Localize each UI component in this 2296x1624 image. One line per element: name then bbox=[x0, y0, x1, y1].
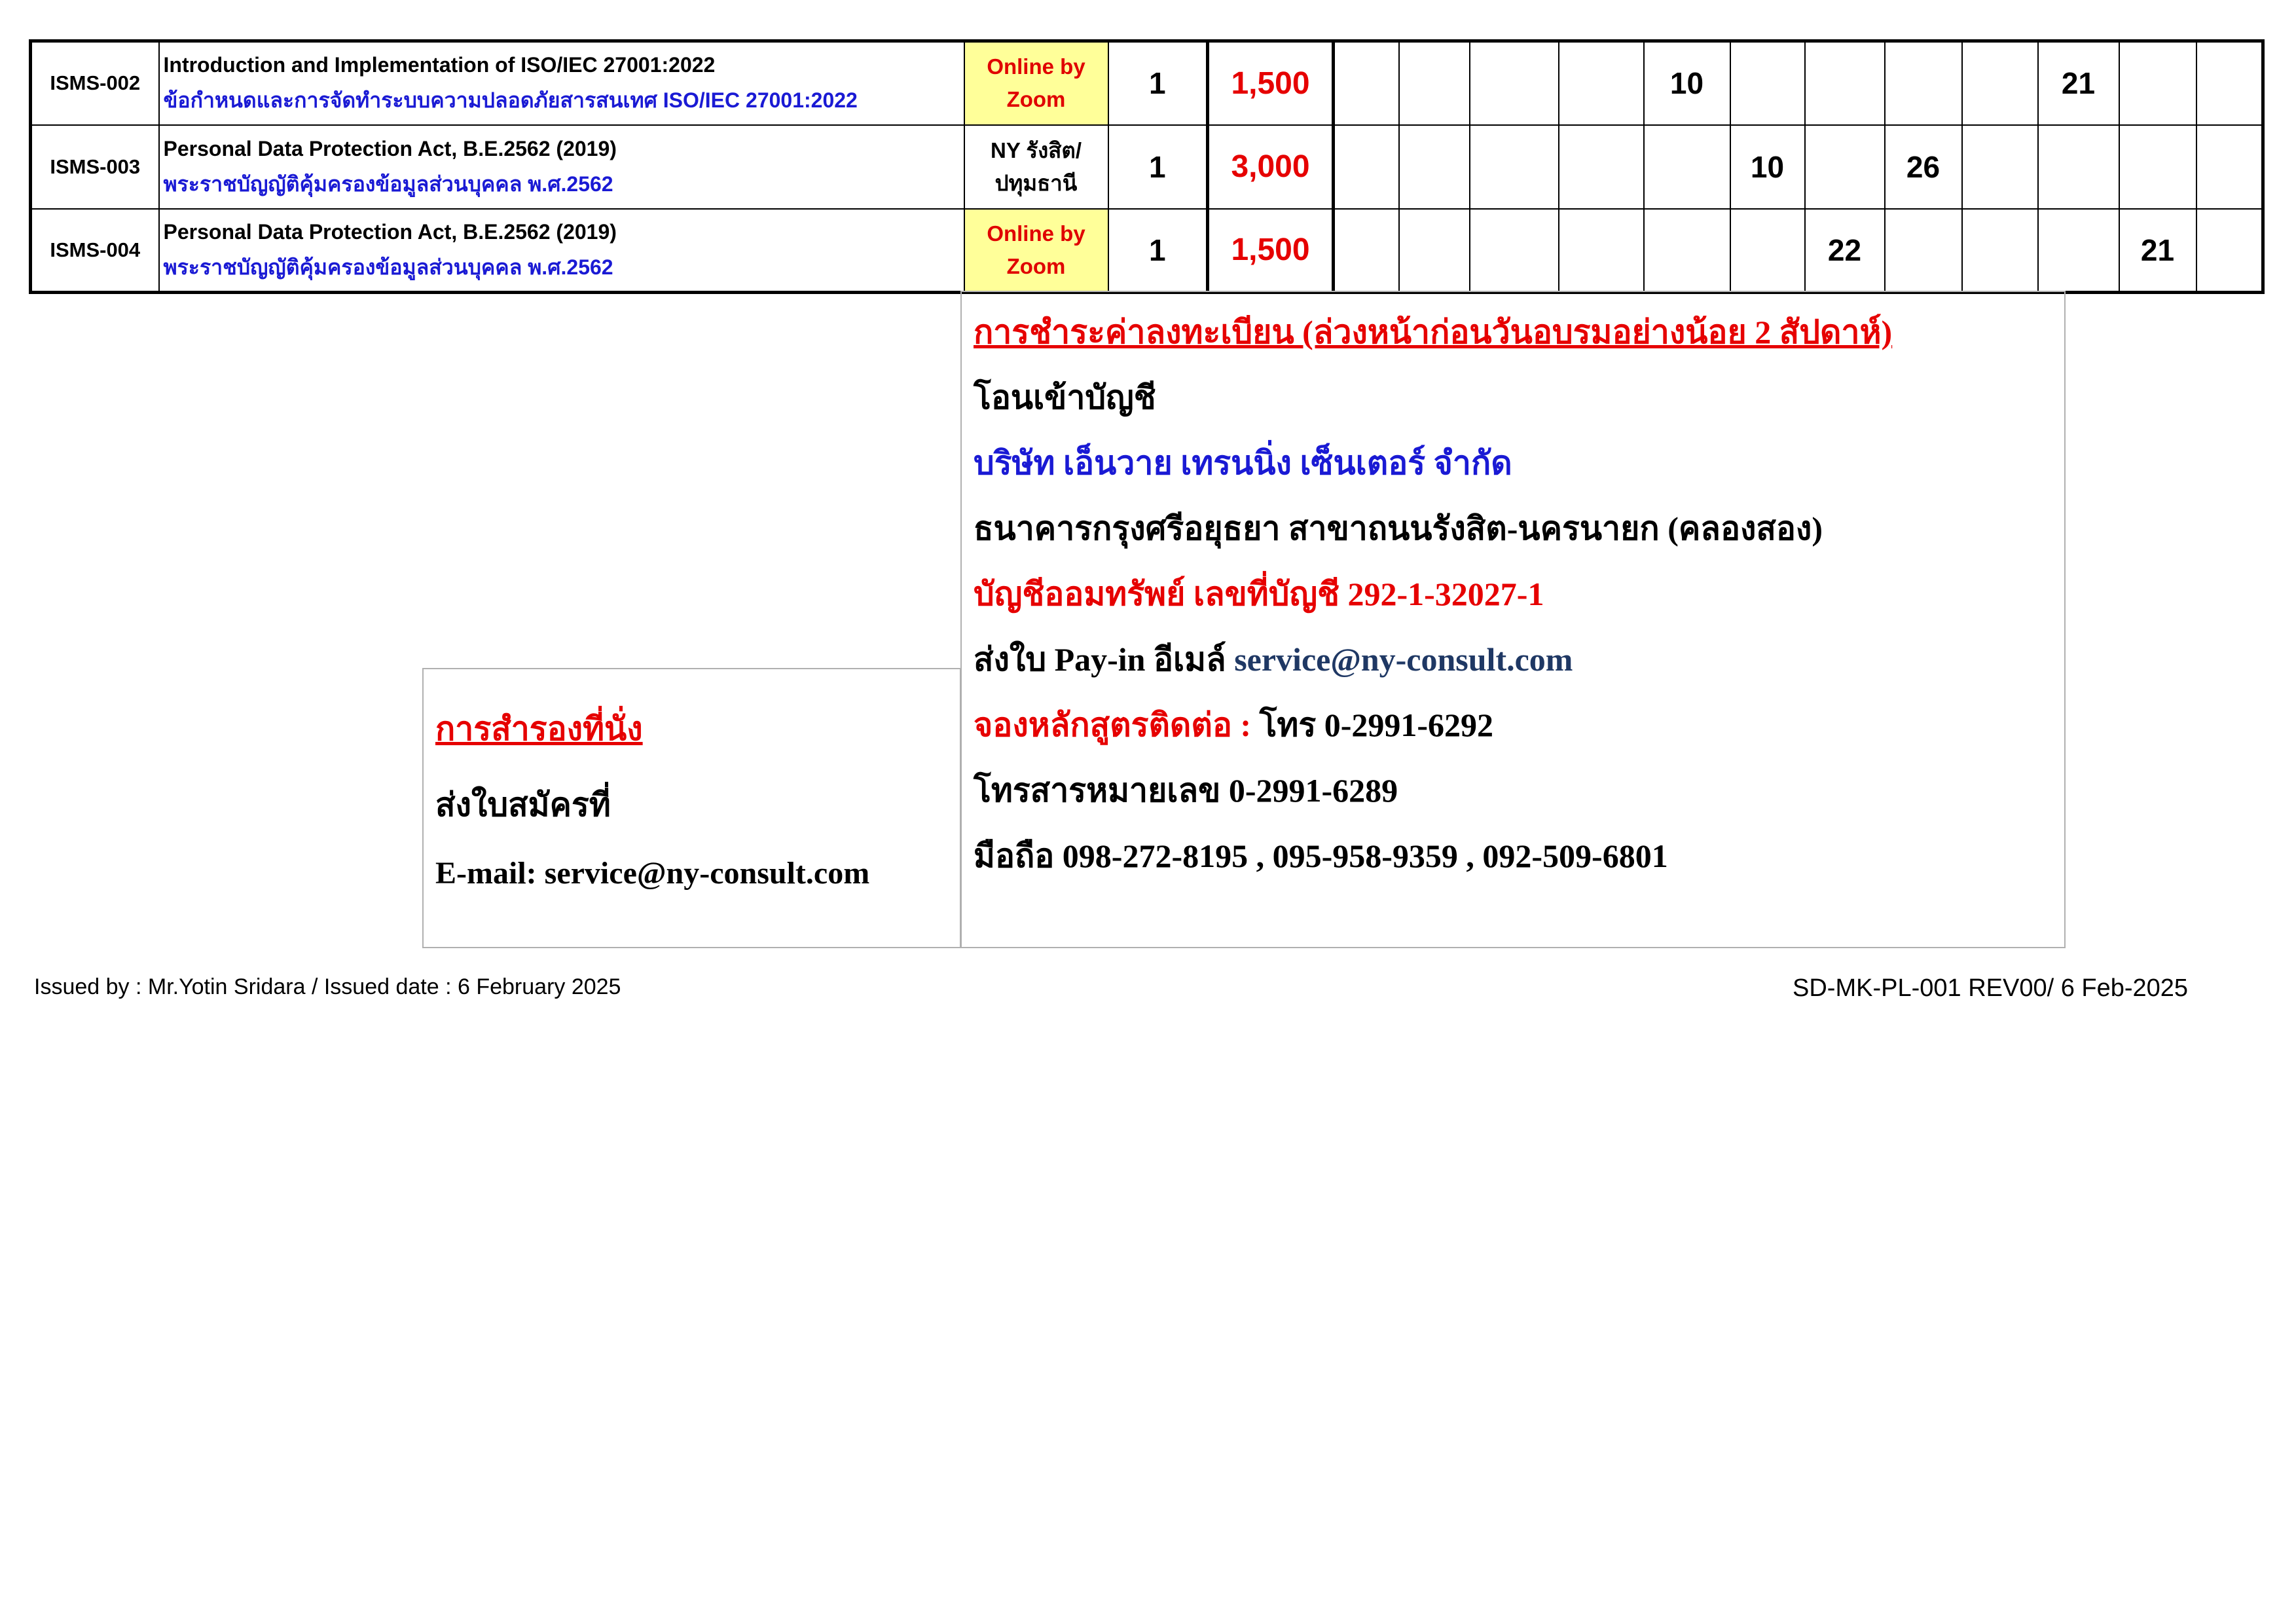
month-date-cell bbox=[1559, 125, 1644, 209]
booking-label: จองหลักสูตรติดต่อ : bbox=[974, 707, 1260, 743]
month-date-cell bbox=[1334, 41, 1399, 125]
month-date-cell bbox=[1730, 41, 1805, 125]
table-row bbox=[31, 125, 2263, 209]
month-date-cell bbox=[2119, 41, 2196, 125]
month-date-cell: 22 bbox=[1805, 209, 1885, 293]
course-venue bbox=[964, 41, 1108, 125]
payin-label: ส่งใบ Pay-in อีเมล์ bbox=[974, 641, 1235, 678]
fax-number: โทรสารหมายเลข 0-2991-6289 bbox=[974, 772, 1398, 809]
course-code: ISMS-002 bbox=[31, 41, 159, 125]
course-price: 3,000 bbox=[1208, 125, 1334, 209]
table-row bbox=[31, 209, 2263, 293]
table-row bbox=[31, 41, 2263, 125]
venue-line-2: ปทุมธานี bbox=[994, 170, 1078, 195]
course-title bbox=[159, 209, 964, 293]
reservation-send-label: ส่งใบสมัครที่ bbox=[435, 786, 611, 823]
document-reference: SD-MK-PL-001 REV00/ 6 Feb-2025 bbox=[1793, 974, 2189, 1002]
month-date-cell: 26 bbox=[1885, 125, 1962, 209]
month-date-cell bbox=[2196, 125, 2263, 209]
course-price: 1,500 bbox=[1208, 209, 1334, 293]
venue-line-2: Zoom bbox=[1006, 253, 1066, 278]
month-date-cell bbox=[1399, 125, 1470, 209]
month-date-cell bbox=[1962, 41, 2038, 125]
payin-line bbox=[974, 634, 1573, 686]
course-code: ISMS-004 bbox=[31, 209, 159, 293]
mobile-numbers: มือถือ 098-272-8195 , 095-958-9359 , 092-509-6801 bbox=[974, 838, 1668, 874]
month-date-cell: 21 bbox=[2119, 209, 2196, 293]
course-price: 1,500 bbox=[1208, 41, 1334, 125]
venue-line-1: Online by bbox=[987, 54, 1085, 79]
transfer-label: โอนเข้าบัญชี bbox=[974, 379, 1156, 416]
month-date-cell bbox=[1470, 125, 1559, 209]
course-title-th: ข้อกำหนดและการจัดทำระบบความปลอดภัยสารสนเทศ ISO/IEC 27001:2022 bbox=[163, 88, 858, 113]
course-venue bbox=[964, 209, 1108, 293]
month-date-cell: 21 bbox=[2038, 41, 2119, 125]
company-name: บริษัท เอ็นวาย เทรนนิ่ง เซ็นเตอร์ จำกัด bbox=[974, 445, 1512, 481]
course-venue bbox=[964, 125, 1108, 209]
course-title-en: Personal Data Protection Act, B.E.2562 (2019) bbox=[163, 219, 617, 244]
course-title-en: Introduction and Implementation of ISO/IEC 27001:2022 bbox=[163, 53, 716, 77]
month-date-cell bbox=[1399, 41, 1470, 125]
month-date-cell bbox=[1962, 209, 2038, 293]
month-date-cell bbox=[2119, 125, 2196, 209]
month-date-cell bbox=[2038, 209, 2119, 293]
month-date-cell bbox=[1885, 41, 1962, 125]
month-date-cell: 10 bbox=[1730, 125, 1805, 209]
course-title-en: Personal Data Protection Act, B.E.2562 (2019) bbox=[163, 136, 617, 160]
course-code: ISMS-003 bbox=[31, 125, 159, 209]
booking-phone: โทร 0-2991-6292 bbox=[1259, 707, 1494, 743]
payin-email-link[interactable]: service@ny-consult.com bbox=[1234, 641, 1573, 678]
course-days: 1 bbox=[1108, 41, 1208, 125]
month-date-cell bbox=[1962, 125, 2038, 209]
month-date-cell bbox=[1334, 209, 1399, 293]
month-date-cell bbox=[1730, 209, 1805, 293]
month-date-cell bbox=[1805, 125, 1885, 209]
issued-by-note: Issued by : Mr.Yotin Sridara / Issued date : 6 February 2025 bbox=[34, 974, 621, 999]
month-date-cell bbox=[1559, 41, 1644, 125]
reservation-email-link[interactable]: E-mail: service@ny-consult.com bbox=[435, 856, 870, 891]
booking-line bbox=[974, 699, 1493, 751]
payment-info-box bbox=[960, 291, 2066, 948]
venue-line-1: NY รังสิต/ bbox=[991, 138, 1082, 162]
venue-line-1: Online by bbox=[987, 221, 1085, 246]
month-date-cell bbox=[1559, 209, 1644, 293]
month-date-cell bbox=[1470, 41, 1559, 125]
course-title-th: พระราชบัญญัติคุ้มครองข้อมูลส่วนบุคคล พ.ศ.2562 bbox=[163, 172, 613, 196]
month-date-cell: 10 bbox=[1644, 41, 1730, 125]
account-number: บัญชีออมทรัพย์ เลขที่บัญชี 292-1-32027-1 bbox=[974, 576, 1544, 612]
month-date-cell bbox=[2038, 125, 2119, 209]
month-date-cell bbox=[1885, 209, 1962, 293]
reservation-box bbox=[422, 668, 961, 948]
payment-heading: การชำระค่าลงทะเบียน (ล่วงหน้าก่อนวันอบรมอย่างน้อย 2 สัปดาห์) bbox=[974, 314, 1893, 350]
venue-line-2: Zoom bbox=[1006, 87, 1066, 112]
course-title-th: พระราชบัญญัติคุ้มครองข้อมูลส่วนบุคคล พ.ศ.2562 bbox=[163, 255, 613, 279]
month-date-cell bbox=[1399, 209, 1470, 293]
reservation-heading: การสำรองที่นั่ง bbox=[435, 710, 643, 747]
course-title bbox=[159, 41, 964, 125]
course-days: 1 bbox=[1108, 209, 1208, 293]
month-date-cell bbox=[1805, 41, 1885, 125]
training-schedule-table bbox=[29, 39, 2265, 294]
month-date-cell bbox=[1644, 125, 1730, 209]
course-days: 1 bbox=[1108, 125, 1208, 209]
month-date-cell bbox=[2196, 41, 2263, 125]
bank-branch: ธนาคารกรุงศรีอยุธยา สาขาถนนรังสิต-นครนายก (คลองสอง) bbox=[974, 510, 1823, 547]
month-date-cell bbox=[1470, 209, 1559, 293]
month-date-cell bbox=[2196, 209, 2263, 293]
course-title bbox=[159, 125, 964, 209]
month-date-cell bbox=[1334, 125, 1399, 209]
month-date-cell bbox=[1644, 209, 1730, 293]
